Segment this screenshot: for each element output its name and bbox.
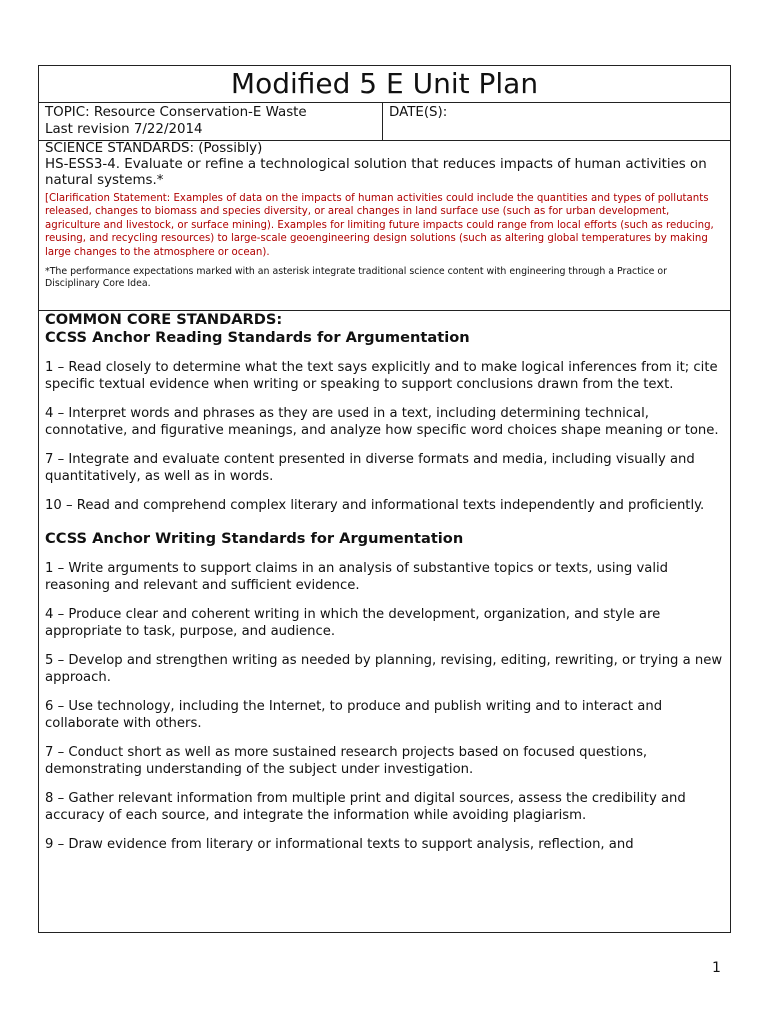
page-title: Modified 5 E Unit Plan — [230, 67, 539, 100]
dates-label: DATE(S): — [389, 105, 448, 120]
dates-cell — [382, 103, 730, 140]
topic-text: TOPIC: Resource Conservation-E Waste — [45, 105, 307, 120]
writing-standard-1: 1 – Write arguments to support claims in an analysis of substantive topics or texts, using valid reasoning and relevant and sufficient evidence. — [45, 561, 669, 593]
reading-standard-10: 10 – Read and comprehend complex literary and informational texts independently and proficiently. — [45, 498, 705, 513]
title-row — [39, 66, 730, 102]
writing-standard-7: 7 – Conduct short as well as more sustained research projects based on focused questions, demonstrating understanding of the subject under investigation. — [45, 745, 648, 777]
reading-standard-1: 1 – Read closely to determine what the text says explicitly and to make logical inferences from it; cite specific textual evidence when writing or speaking to support conclusions drawn from the text. — [45, 360, 718, 392]
reading-standard-4: 4 – Interpret words and phrases as they are used in a text, including determining technical, connotative, and figurative meanings, and analyze how specific word choices shape meaning or tone. — [45, 406, 719, 438]
common-core-section — [39, 310, 730, 932]
writing-standard-5: 5 – Develop and strengthen writing as needed by planning, revising, editing, rewriting, or trying a new approach. — [45, 653, 723, 685]
clarification-statement: [Clarification Statement: Examples of data on the impacts of human activities could include the quantities and types of pollutants released, changes to biomass and species diversity, or areal changes in land surface use (such as for urban development, agriculture and livestock, or surface mining). Examples for limiting future impacts could range from local efforts (such as reducing, reusing, and recycling resources) to large-scale geoengineering design solutions (such as altering global temperatures by making large changes to the atmosphere or ocean). — [45, 193, 714, 258]
writing-standard-8: 8 – Gather relevant information from multiple print and digital sources, assess the credibility and accuracy of each source, and integrate the information while avoiding plagiarism. — [45, 791, 686, 823]
common-core-heading: COMMON CORE STANDARDS: — [45, 311, 283, 328]
science-standard-text: HS-ESS3-4. Evaluate or refine a technological solution that reduces impacts of human activities on natural systems.* — [45, 157, 707, 188]
performance-note: *The performance expectations marked with an asterisk integrate traditional science content with engineering through a Practice or Disciplinary Core Idea. — [45, 266, 667, 290]
writing-standard-6: 6 – Use technology, including the Internet, to produce and publish writing and to interact and collaborate with others. — [45, 699, 663, 731]
science-standards-section — [39, 140, 730, 310]
writing-standard-9: 9 – Draw evidence from literary or informational texts to support analysis, reflection, and — [45, 837, 634, 852]
unit-plan-table — [38, 65, 731, 933]
topic-row — [39, 102, 730, 140]
science-standards-heading: SCIENCE STANDARDS: (Possibly) — [45, 141, 263, 156]
reading-standards-heading: CCSS Anchor Reading Standards for Argumentation — [45, 329, 470, 346]
writing-standard-4: 4 – Produce clear and coherent writing in which the development, organization, and style are appropriate to task, purpose, and audience. — [45, 607, 661, 639]
reading-standard-7: 7 – Integrate and evaluate content presented in diverse formats and media, including visually and quantitatively, as well as in words. — [45, 452, 695, 484]
revision-text: Last revision 7/22/2014 — [45, 122, 203, 137]
writing-standards-heading: CCSS Anchor Writing Standards for Argumentation — [45, 530, 464, 547]
page-number: 1 — [712, 960, 721, 976]
topic-cell — [39, 103, 382, 140]
